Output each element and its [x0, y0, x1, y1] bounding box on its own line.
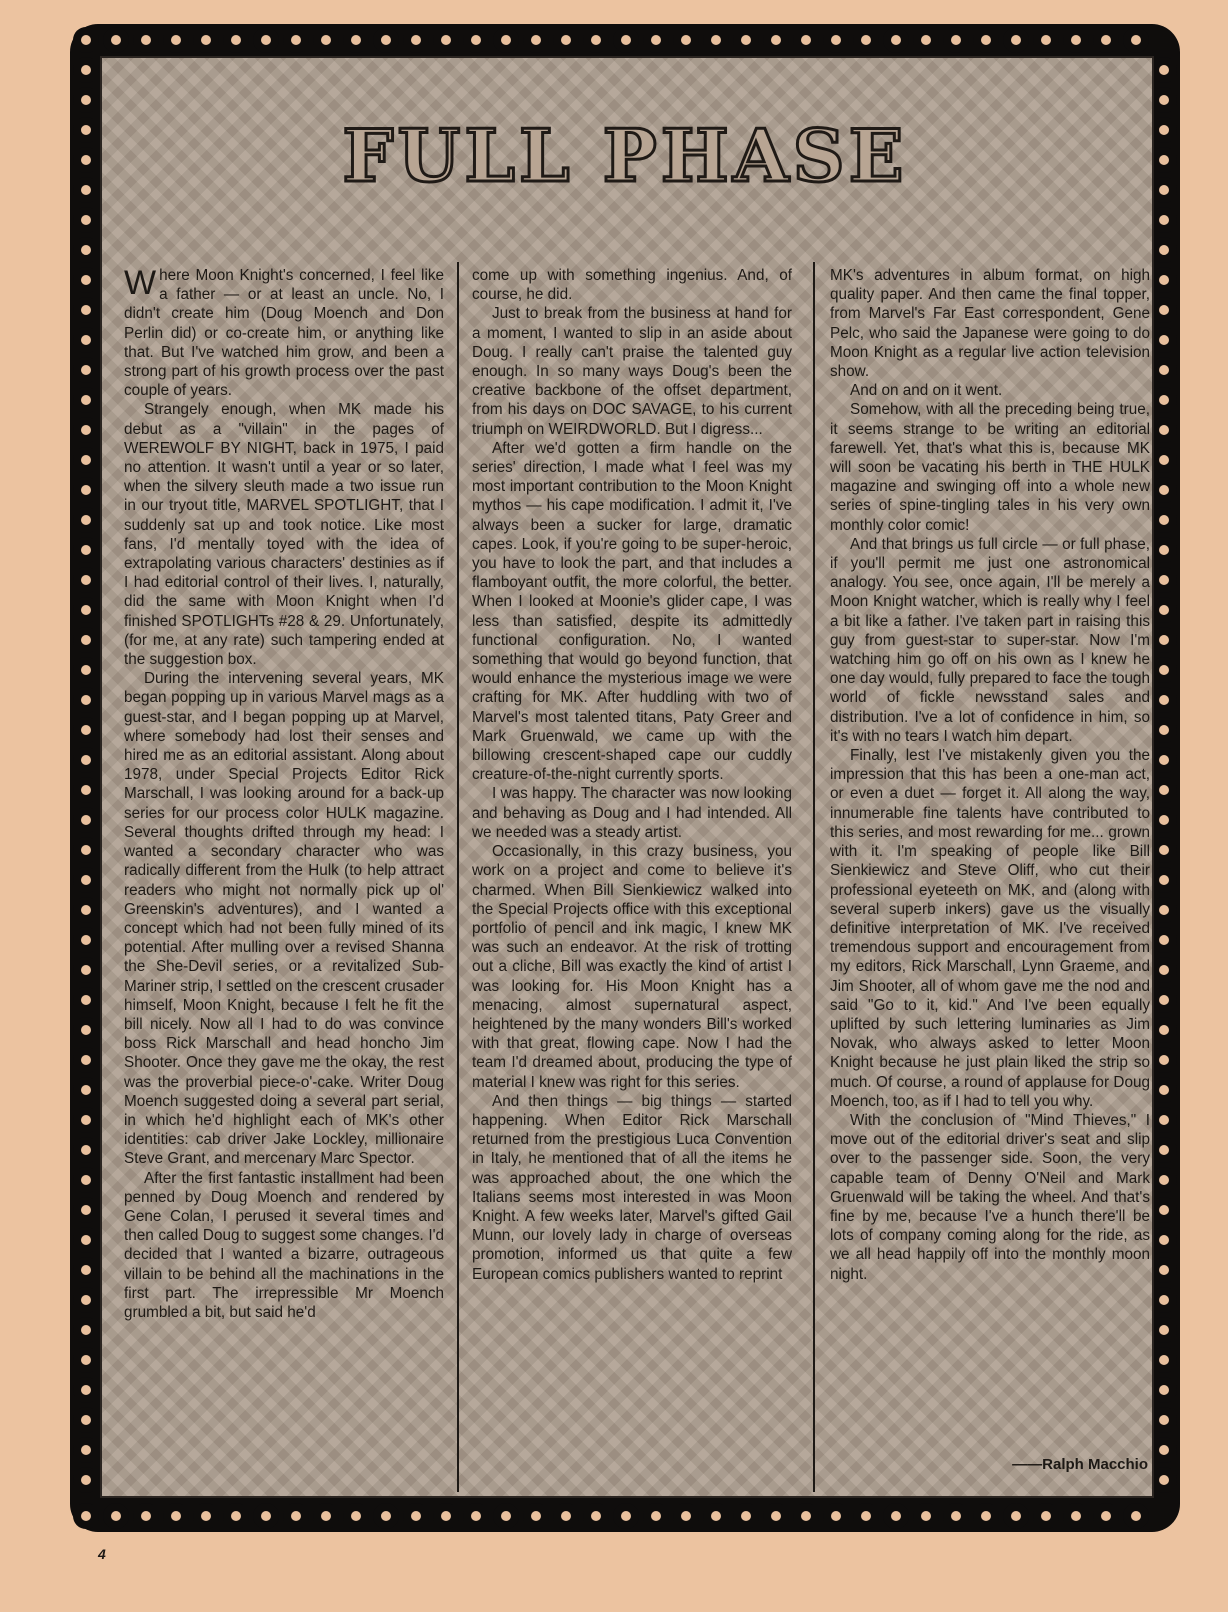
- border-bead: [1151, 927, 1177, 953]
- border-bead: [1151, 267, 1177, 293]
- column-divider: [813, 262, 815, 1492]
- column-3: [830, 266, 1150, 1284]
- border-bead: [1151, 297, 1177, 323]
- border-bead: [1151, 447, 1177, 473]
- border-bead: [643, 1503, 669, 1529]
- border-bead: [133, 27, 159, 53]
- border-bead: [1003, 27, 1029, 53]
- border-bead: [1093, 27, 1119, 53]
- border-bead: [1151, 387, 1177, 413]
- border-bead: [163, 1503, 189, 1529]
- border-bead: [253, 1503, 279, 1529]
- border-bead: [1033, 27, 1059, 53]
- border-bead: [1003, 1503, 1029, 1529]
- border-bead: [823, 27, 849, 53]
- border-bead: [1063, 27, 1089, 53]
- border-bead: [1123, 1503, 1149, 1529]
- border-bead: [163, 27, 189, 53]
- border-bead: [373, 27, 399, 53]
- border-bead: [883, 27, 909, 53]
- border-bead: [1151, 1107, 1177, 1133]
- border-bead: [403, 1503, 429, 1529]
- page-number: 4: [98, 1546, 106, 1562]
- border-bead: [973, 27, 999, 53]
- border-bead: [763, 27, 789, 53]
- border-bead: [433, 27, 459, 53]
- border-bead: [73, 1257, 99, 1283]
- border-bead: [1151, 1137, 1177, 1163]
- border-bead: [403, 27, 429, 53]
- border-bead: [73, 597, 99, 623]
- border-bead: [643, 27, 669, 53]
- column-1: [124, 266, 444, 1322]
- border-bead: [943, 27, 969, 53]
- border-bead: [1151, 1197, 1177, 1223]
- border-bead: [1151, 477, 1177, 503]
- article-title: FULL PHASE: [342, 113, 908, 198]
- border-bead: [1151, 867, 1177, 893]
- border-bead: [73, 1467, 99, 1493]
- border-bead: [343, 1503, 369, 1529]
- border-bead: [73, 387, 99, 413]
- border-bead: [73, 1317, 99, 1343]
- border-bead: [73, 627, 99, 653]
- border-bead: [733, 27, 759, 53]
- border-bead: [1151, 1347, 1177, 1373]
- border-bead: [1123, 27, 1149, 53]
- border-bead: [1063, 1503, 1089, 1529]
- paragraph: With the conclusion of "Mind Thieves," I move out of the editorial driver's seat and slip over to the passenger side. Soon, the very capable team of Denny O'Neil and Mark Gruenwald will be taking the wheel. And that's fine by me, because I've a hunch there'll be lots of company coming along for the ride, as we all head happily off into the monthly moon night.: [830, 1111, 1150, 1283]
- border-bead: [1093, 1503, 1119, 1529]
- border-bead: [73, 447, 99, 473]
- border-bead: [73, 1347, 99, 1373]
- border-bead: [673, 1503, 699, 1529]
- border-bead: [73, 1197, 99, 1223]
- paragraph: Where Moon Knight's concerned, I feel like a father — or at least an uncle. No, I didn't create him (Doug Moench and Don Perlin did) or co-create him, or anything like that. But I've watched him grow, and been a strong part of his growth process over the past couple of years.: [124, 264, 444, 400]
- border-bead: [1151, 837, 1177, 863]
- border-bead: [493, 1503, 519, 1529]
- border-bead: [1151, 1167, 1177, 1193]
- border-bead: [73, 237, 99, 263]
- border-bead: [1151, 957, 1177, 983]
- border-bead: [1151, 177, 1177, 203]
- border-bead: [283, 1503, 309, 1529]
- border-bead: [1151, 87, 1177, 113]
- border-bead: [1151, 747, 1177, 773]
- paragraph: And then things — big things — started happening. When Editor Rick Marschall returned from the prestigious Luca Convention in Italy, he mentioned that of all the items he was approached about, the one which the Italians seems most interested in was Moon Knight. A few weeks later, Marvel's gifted Gail Munn, our lovely lady in charge of overseas promotion, informed us that quite a few European comics publishers wanted to reprint: [472, 1092, 792, 1283]
- border-bead: [1151, 1407, 1177, 1433]
- border-bead: [1151, 657, 1177, 683]
- border-bead: [223, 1503, 249, 1529]
- border-bead: [73, 207, 99, 233]
- border-bead: [1151, 117, 1177, 143]
- border-bead: [1151, 627, 1177, 653]
- border-bead: [73, 327, 99, 353]
- border-bead: [1151, 1317, 1177, 1343]
- border-bead: [793, 1503, 819, 1529]
- border-bead: [1151, 1227, 1177, 1253]
- border-bead: [1151, 1047, 1177, 1073]
- drop-cap: W: [124, 264, 157, 302]
- border-bead: [1151, 1017, 1177, 1043]
- border-bead: [1151, 567, 1177, 593]
- border-bead: [73, 357, 99, 383]
- border-bead: [1151, 717, 1177, 743]
- border-bead: [73, 1407, 99, 1433]
- border-bead: [1151, 1467, 1177, 1493]
- border-bead: [73, 87, 99, 113]
- border-bead: [73, 657, 99, 683]
- border-bead: [1151, 417, 1177, 443]
- border-bead: [73, 507, 99, 533]
- border-bead: [73, 1377, 99, 1403]
- border-bead: [913, 27, 939, 53]
- border-bead: [73, 927, 99, 953]
- border-bead: [523, 1503, 549, 1529]
- border-bead: [103, 1503, 129, 1529]
- border-bead: [133, 1503, 159, 1529]
- border-bead: [553, 27, 579, 53]
- border-bead: [1151, 207, 1177, 233]
- border-bead: [193, 27, 219, 53]
- border-bead: [73, 687, 99, 713]
- border-bead: [73, 717, 99, 743]
- border-bead: [1151, 777, 1177, 803]
- paragraph: During the intervening several years, MK began popping up in various Marvel mags as a guest-star, and I began popping up at Marvel, where somebody had lost their senses and hired me as an editorial assistant. Along about 1978, under Special Projects Editor Rick Marschall, I was looking around for a back-up series for our process color HULK magazine. Several thoughts drifted through my head: I wanted a secondary character who was radically different from the Hulk (to help attract readers who might not normally pick up ol' Greenskin's adventures), and I wanted a concept which had not been fully mined of its potential. After mulling over a revised Shanna the She-Devil series, or a revitalized Sub-Mariner strip, I settled on the crescent crusader himself, Moon Knight, because I felt he fit the bill nicely. Now all I had to do was convince boss Rick Marschall and head honcho Jim Shooter. Once they gave me the okay, the rest was the proverbial piece-o'-cake. Writer Doug Moench suggested doing a several part serial, in which he'd highlight each of MK's other identities: cab driver Jake Lockley, millionaire Steve Grant, and mercenary Marc Spector.: [124, 670, 444, 1168]
- border-bead: [373, 1503, 399, 1529]
- border-bead: [1151, 327, 1177, 353]
- border-bead: [763, 1503, 789, 1529]
- border-bead: [73, 777, 99, 803]
- border-bead: [73, 267, 99, 293]
- border-bead: [1151, 597, 1177, 623]
- border-bead: [493, 27, 519, 53]
- border-bead: [73, 567, 99, 593]
- paragraph: And on and on it went.: [850, 382, 1003, 400]
- border-bead: [283, 27, 309, 53]
- border-bead: [73, 177, 99, 203]
- border-bead: [463, 27, 489, 53]
- border-bead: [73, 477, 99, 503]
- paragraph: Strangely enough, when MK made his debut as a "villain" in the pages of WEREWOLF BY NIGHT, back in 1975, I paid no attention. It wasn't until a year or so later, when the silvery sleuth made a two issue run in our tryout title, MARVEL SPOTLIGHT, that I suddenly sat up and took notice. Like most fans, I'd mentally toyed with the idea of extrapolating various characters' destinies as if I had editorial control of their lives. I, naturally, did the same with Moon Knight when I'd finished SPOTLIGHTs #28 & 29. Unfortunately, (for me, at any rate) such tampering ended at the suggestion box.: [124, 401, 444, 669]
- border-bead: [103, 27, 129, 53]
- paragraph: Just to break from the business at hand for a moment, I wanted to slip in an aside about Doug. I really can't praise the talented guy enough. In so many ways Doug's been the creative backbone of the offset department, from his days on DOC SAVAGE, to his current triumph on WEIRDWORLD. But I digress...: [472, 305, 792, 438]
- border-bead: [673, 27, 699, 53]
- paragraph: MK's adventures in album format, on high quality paper. And then came the final topper, from Marvel's Far East correspondent, Gene Pelc, who said the Japanese were going to do Moon Knight as a regular live action television show.: [830, 267, 1150, 381]
- border-bead: [883, 1503, 909, 1529]
- border-bead: [73, 1437, 99, 1463]
- border-bead: [973, 1503, 999, 1529]
- border-bead: [583, 1503, 609, 1529]
- border-bead: [1151, 237, 1177, 263]
- border-bead: [1033, 1503, 1059, 1529]
- border-bead: [1151, 987, 1177, 1013]
- border-bead: [1151, 1377, 1177, 1403]
- border-bead: [1151, 357, 1177, 383]
- border-bead: [1151, 57, 1177, 83]
- border-bead: [793, 27, 819, 53]
- border-bead: [853, 27, 879, 53]
- border-bead: [553, 1503, 579, 1529]
- border-bead: [1151, 807, 1177, 833]
- border-bead: [73, 837, 99, 863]
- paragraph: I was happy. The character was now looking and behaving as Doug and I had intended. All we needed was a steady artist.: [472, 785, 792, 841]
- border-bead: [223, 27, 249, 53]
- border-bead: [703, 27, 729, 53]
- border-bead: [193, 1503, 219, 1529]
- border-bead: [73, 1227, 99, 1253]
- paragraph: After we'd gotten a firm handle on the series' direction, I made what I feel was my most important contribution to the Moon Knight mythos — his cape modification. I admit it, I've always been a sucker for large, dramatic capes. Look, if you're going to be super-heroic, you have to look the part, and that includes a flamboyant outfit, the more colorful, the better. When I looked at Moonie's glider cape, I was less than satisfied, despite its admittedly functional configuration. No, I wanted something that would go beyond function, that would enhance the mysterious image we were crafting for MK. After huddling with two of Marvel's most talented titans, Paty Greer and Mark Gruenwald, we came up with the billowing crescent-shaped cape our cuddly creature-of-the-night currently sports.: [472, 439, 792, 784]
- border-bead: [73, 1137, 99, 1163]
- border-bead: [73, 1287, 99, 1313]
- border-bead: [253, 27, 279, 53]
- border-bead: [73, 57, 99, 83]
- border-bead: [1151, 537, 1177, 563]
- border-bead: [583, 27, 609, 53]
- border-bead: [1151, 507, 1177, 533]
- border-bead: [73, 1047, 99, 1073]
- border-bead: [613, 1503, 639, 1529]
- border-bead: [853, 1503, 879, 1529]
- border-bead: [463, 1503, 489, 1529]
- border-bead: [1151, 1257, 1177, 1283]
- border-bead: [73, 987, 99, 1013]
- border-bead: [1151, 1437, 1177, 1463]
- border-bead: [613, 27, 639, 53]
- border-bead: [73, 537, 99, 563]
- border-bead: [943, 1503, 969, 1529]
- paragraph: come up with something ingenius. And, of course, he did.: [472, 267, 792, 304]
- border-bead: [1151, 1287, 1177, 1313]
- paragraph: Occasionally, in this crazy business, you work on a project and come to believe it's charmed. When Bill Sienkiewicz walked into the Special Projects office with this exceptional portfolio of pencil and ink magic, I knew MK was such an endeavor. At the risk of trotting out a cliche, Bill was exactly the kind of artist I was looking for. His Moon Knight has a menacing, almost supernatural aspect, heightened by the many wonders Bill's worked with that great, flowing cape. Now I had the team I'd dreamed about, producing the type of material I knew was right for this series.: [472, 843, 792, 1091]
- border-bead: [733, 1503, 759, 1529]
- paragraph: Somehow, with all the preceding being true, it seems strange to be writing an editorial farewell. Yet, that's what this is, because MK will soon be vacating his berth in THE HULK magazine and swinging off into a whole new series of spine-tingling tales in his very own monthly color comic!: [830, 401, 1150, 534]
- paragraph: And that brings us full circle — or full phase, if you'll permit me just one astronomical analogy. You see, once again, I'll be merely a Moon Knight watcher, which is really why I feel a bit like a father. I've taken part in raising this guy from guest-star to super-star. Now I'm watching him go off on his own as I knew he one day would, fully prepared to face the tough world of fickle newsstand sales and distribution. I've a lot of confidence in him, so it's with no tears I watch him depart.: [830, 535, 1150, 745]
- border-bead: [1151, 1077, 1177, 1103]
- border-bead: [73, 1017, 99, 1043]
- border-bead: [73, 867, 99, 893]
- border-bead: [1151, 897, 1177, 923]
- border-bead: [73, 297, 99, 323]
- border-bead: [433, 1503, 459, 1529]
- border-bead: [313, 1503, 339, 1529]
- border-bead: [73, 747, 99, 773]
- border-bead: [73, 1077, 99, 1103]
- border-bead: [343, 27, 369, 53]
- border-bead: [1151, 687, 1177, 713]
- border-bead: [823, 1503, 849, 1529]
- border-bead: [73, 1503, 99, 1529]
- border-bead: [73, 897, 99, 923]
- border-bead: [913, 1503, 939, 1529]
- paragraph: After the first fantastic installment had been penned by Doug Moench and rendered by Gene Colan, I perused it several times and then called Doug to suggest some changes. I'd decided that I wanted a bizarre, outrageous villain to be behind all the machinations in the first part. The irrepressible Mr Moench grumbled a bit, but said he'd: [124, 1169, 444, 1321]
- border-bead: [73, 957, 99, 983]
- border-bead: [73, 807, 99, 833]
- column-2: [472, 266, 792, 1284]
- border-bead: [73, 1107, 99, 1133]
- border-bead: [703, 1503, 729, 1529]
- border-bead: [1151, 147, 1177, 173]
- paragraph: Finally, lest I've mistakenly given you the impression that this has been a one-man act, or even a duet — forget it. All along the way, innumerable fine talents have contributed to this series, and most rewarding for me... grown with it. I'm speaking of people like Bill Sienkiewicz and Steve Oliff, who cut their professional eyeteeth on MK, and (along with several superb inkers) gave us the visually definitive interpretation of MK. I've received tremendous support and encouragement from my editors, Rick Marschall, Lynn Graeme, and Jim Shooter, all of whom gave me the nod and said "Go to it, kid." And I've been equally uplifted by such lettering luminaries as Jim Novak, who always asked to letter Moon Knight because he just plain liked the strip so much. Of course, a round of applause for Doug Moench, too, as if I had to tell you why.: [830, 747, 1150, 1110]
- author-signature: ——Ralph Macchio: [1012, 1456, 1148, 1473]
- border-bead: [73, 417, 99, 443]
- border-bead: [523, 27, 549, 53]
- border-bead: [73, 27, 99, 53]
- border-bead: [73, 117, 99, 143]
- border-bead: [73, 1167, 99, 1193]
- border-bead: [313, 27, 339, 53]
- border-bead: [73, 147, 99, 173]
- column-divider: [457, 262, 459, 1492]
